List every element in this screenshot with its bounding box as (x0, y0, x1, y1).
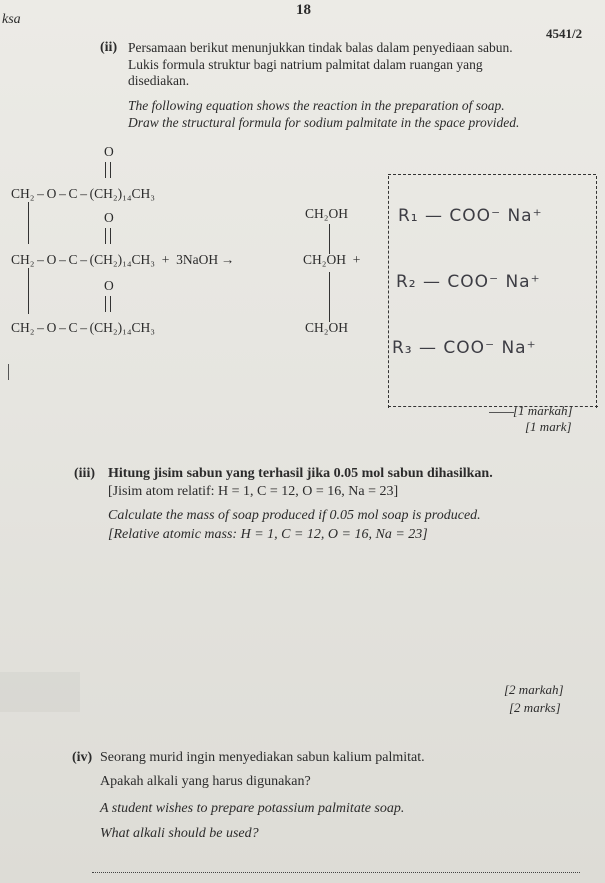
question-number: (iv) (72, 750, 93, 765)
answer-box-left-border (388, 176, 389, 408)
carbonyl-oxygen: O (104, 210, 114, 225)
carbonyl-oxygen: O (104, 144, 114, 159)
marks-english: [2 marks] (509, 700, 561, 715)
corner-text: ksa (2, 12, 21, 27)
marks-english: [1 mark] (525, 419, 572, 434)
marks-malay: [1 markah] (513, 403, 573, 418)
margin-mark (8, 364, 9, 380)
answer-box-right-border (596, 176, 597, 408)
question-english-line: A student wishes to prepare potassium palmitate soap. (100, 801, 405, 816)
paper-code: 4541/2 (546, 26, 583, 41)
carbonyl-oxygen: O (104, 278, 114, 293)
question-number: (ii) (100, 40, 118, 55)
glycerol-ch2oh: CH₂OH (305, 206, 348, 221)
question-english-line: [Relative atomic mass: H = 1, C = 12, O = 16, Na = 23] (108, 527, 428, 542)
question-malay-line: [Jisim atom relatif: H = 1, C = 12, O = 16, Na = 23] (108, 484, 399, 499)
working-area[interactable] (100, 550, 580, 670)
handwritten-soap-2: R₂ — COO⁻ Na⁺ (396, 272, 541, 292)
question-number: (iii) (74, 466, 95, 481)
glycerol-choh: CH₂OH + (303, 252, 361, 267)
question-malay-line: Seorang murid ingin menyediakan sabun kalium palmitat. (100, 750, 425, 765)
answer-box-top-border (388, 174, 596, 175)
answer-line[interactable] (92, 872, 580, 873)
question-english-line: Calculate the mass of soap produced if 0.05 mol soap is produced. (108, 508, 481, 523)
marks-underline (489, 412, 514, 413)
handwritten-soap-1: R₁ — COO⁻ Na⁺ (398, 206, 543, 226)
glycerol-ch2oh: CH₂OH (305, 320, 348, 335)
question-malay-line: disediakan. (128, 73, 190, 88)
ester-chain-1: CH₂ – O – C – (CH₂)₁₄CH₃ (11, 186, 156, 201)
margin-smudge (0, 672, 80, 712)
question-malay-line: Hitung jisim sabun yang terhasil jika 0.05 mol sabun dihasilkan. (108, 466, 493, 481)
question-malay-line: Persamaan berikut menunjukkan tindak balas dalam penyediaan sabun. (128, 40, 513, 55)
question-english-line: The following equation shows the reaction in the preparation of soap. (128, 98, 505, 113)
question-malay-line: Apakah alkali yang harus digunakan? (100, 774, 311, 789)
question-english-line: Draw the structural formula for sodium palmitate in the space provided. (128, 115, 520, 130)
question-english-line: What alkali should be used? (100, 826, 259, 841)
page-number: 18 (296, 2, 311, 18)
marks-malay: [2 markah] (504, 682, 564, 697)
question-malay-line: Lukis formula struktur bagi natrium palmitat dalam ruangan yang (128, 57, 483, 72)
ester-chain-2: CH₂ – O – C – (CH₂)₁₄CH₃ + 3NaOH → (11, 252, 235, 267)
ester-chain-3: CH₂ – O – C – (CH₂)₁₄CH₃ (11, 320, 156, 335)
handwritten-soap-3: R₃ — COO⁻ Na⁺ (392, 338, 537, 358)
